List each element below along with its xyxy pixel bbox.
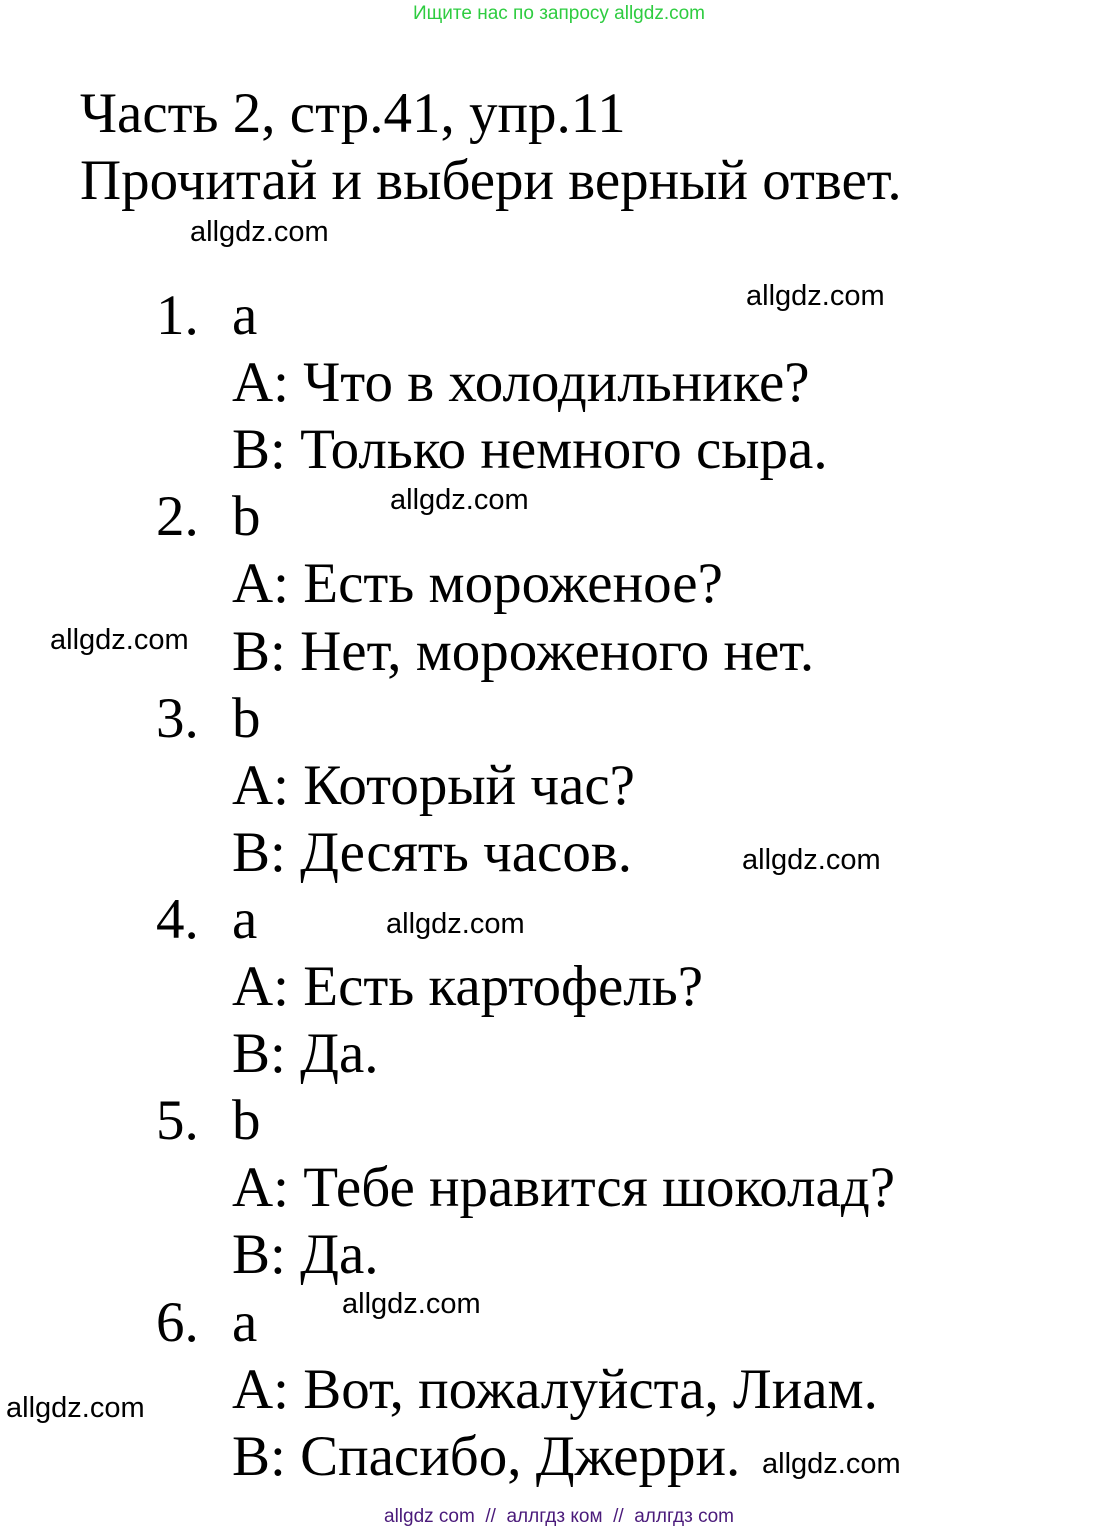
watermark: allgdz.com (390, 484, 529, 516)
page-title: Часть 2, стр.41, упр.11 (80, 82, 626, 145)
search-banner: Ищите нас по запросу allgdz.com (412, 3, 705, 24)
dialogue-line-b: B: Спасибо, Джерри. (232, 1424, 741, 1488)
watermark: allgdz.com (762, 1448, 901, 1480)
dialogue-line-a: A: Есть картофель? (232, 955, 704, 1018)
dialogue-line-b: B: Да. (232, 1223, 379, 1287)
item-choice: b (232, 1089, 261, 1153)
dialogue-line-a: A: Что в холодильнике? (232, 351, 810, 415)
item-number: 6. (156, 1290, 199, 1354)
dialogue-line-a: A: Тебе нравится шоколад? (232, 1156, 896, 1220)
dialogue-line-b: B: Нет, мороженого нет. (232, 619, 815, 683)
dialogue-line-a: A: Вот, пожалуйста, Лиам. (232, 1357, 878, 1421)
watermark: allgdz.com (386, 908, 525, 940)
item-choice: a (232, 1290, 258, 1354)
item-choice: b (232, 686, 261, 750)
item-number: 4. (156, 887, 199, 951)
item-choice: a (232, 284, 258, 347)
dialogue-line-b: B: Только немного сыра. (232, 418, 828, 482)
watermark: allgdz.com (190, 216, 329, 248)
item-number: 2. (156, 485, 199, 549)
instruction: Прочитай и выбери верный ответ. (80, 149, 902, 212)
watermark: allgdz.com (50, 624, 189, 656)
watermark: allgdz.com (746, 280, 885, 312)
watermark: allgdz.com (742, 844, 881, 876)
watermark: allgdz.com (6, 1392, 145, 1424)
footer-links: allgdz com // аллгдз ком // аллгдз com (384, 1506, 734, 1527)
item-choice: b (232, 485, 261, 549)
watermark: allgdz.com (342, 1288, 481, 1320)
item-number: 3. (156, 686, 199, 750)
dialogue-line-b: B: Десять часов. (232, 820, 633, 884)
dialogue-line-b: B: Да. (232, 1022, 379, 1086)
item-number: 1. (156, 284, 199, 347)
dialogue-line-a: A: Который час? (232, 753, 635, 817)
item-number: 5. (156, 1089, 199, 1153)
dialogue-line-a: A: Есть мороженое? (232, 552, 723, 616)
item-choice: a (232, 887, 258, 951)
